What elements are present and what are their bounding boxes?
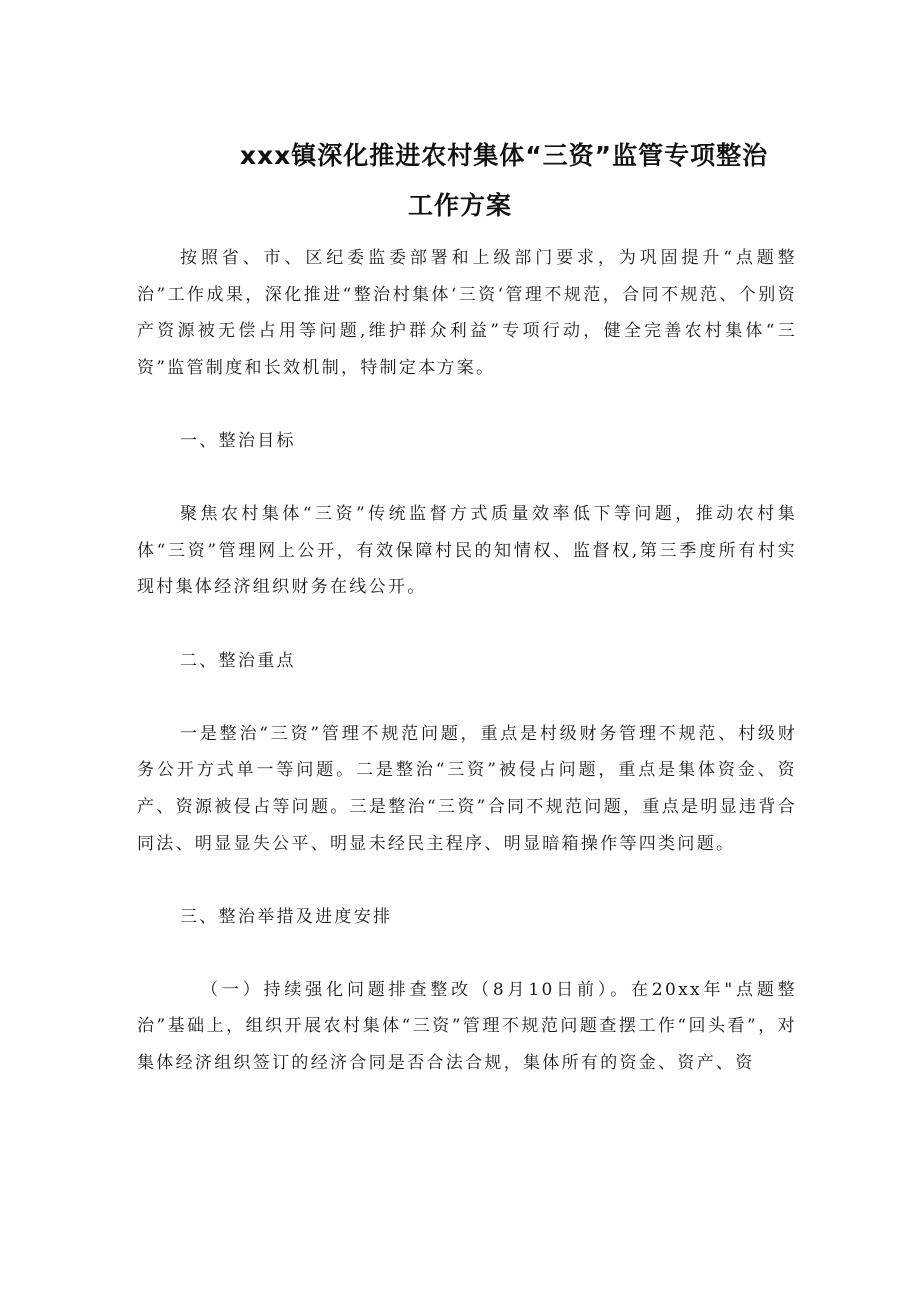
- document-title-line-1: xxx镇深化推进农村集体“三资”监管专项整治: [239, 141, 769, 170]
- document-body: [137, 240, 797, 1082]
- section-3-heading: 三、整治举措及进度安排: [180, 906, 393, 927]
- section-1-paragraph: 聚焦农村集体“三资”传统监督方式质量效率低下等问题，推动农村集体“三资”管理网上公开，有效保障村民的知情权、监督权,第三季度所有村实现村集体经济组织财务在线公开。: [137, 504, 797, 598]
- section-2-paragraph: 一是整治“三资”管理不规范问题，重点是村级财务管理不规范、村级财务公开方式单一等问题。二是整治“三资”被侵占问题，重点是集体资金、资产、资源被侵占等问题。三是整治“三资”合同不规范问题，重点是明显违背合同法、明显显失公平、明显未经民主程序、明显暗箱操作等四类问题。: [137, 723, 797, 854]
- section-1-heading: 一、整治目标: [180, 430, 296, 451]
- document-title-line-2: 工作方案: [407, 191, 512, 220]
- intro-paragraph: 按照省、市、区纪委监委部署和上级部门要求，为巩固提升“点题整治”工作成果，深化推进“整治村集体‘三资‘管理不规范，合同不规范、个别资产资源被无偿占用等问题,维护群众利益”专项行动，健全完善农村集体“三资”监管制度和长效机制，特制定本方案。: [137, 248, 797, 378]
- section-2-heading: 二、整治重点: [180, 650, 296, 671]
- section-3-item-1: （一）持续强化问题排查整改（8月10日前）。在20xx年"点题整治”基础上，组织开展农村集体“三资”管理不规范问题查摆工作“回头看”，对集体经济组织签订的经济合同是否合法合规，集体所有的资金、资产、资: [137, 979, 797, 1074]
